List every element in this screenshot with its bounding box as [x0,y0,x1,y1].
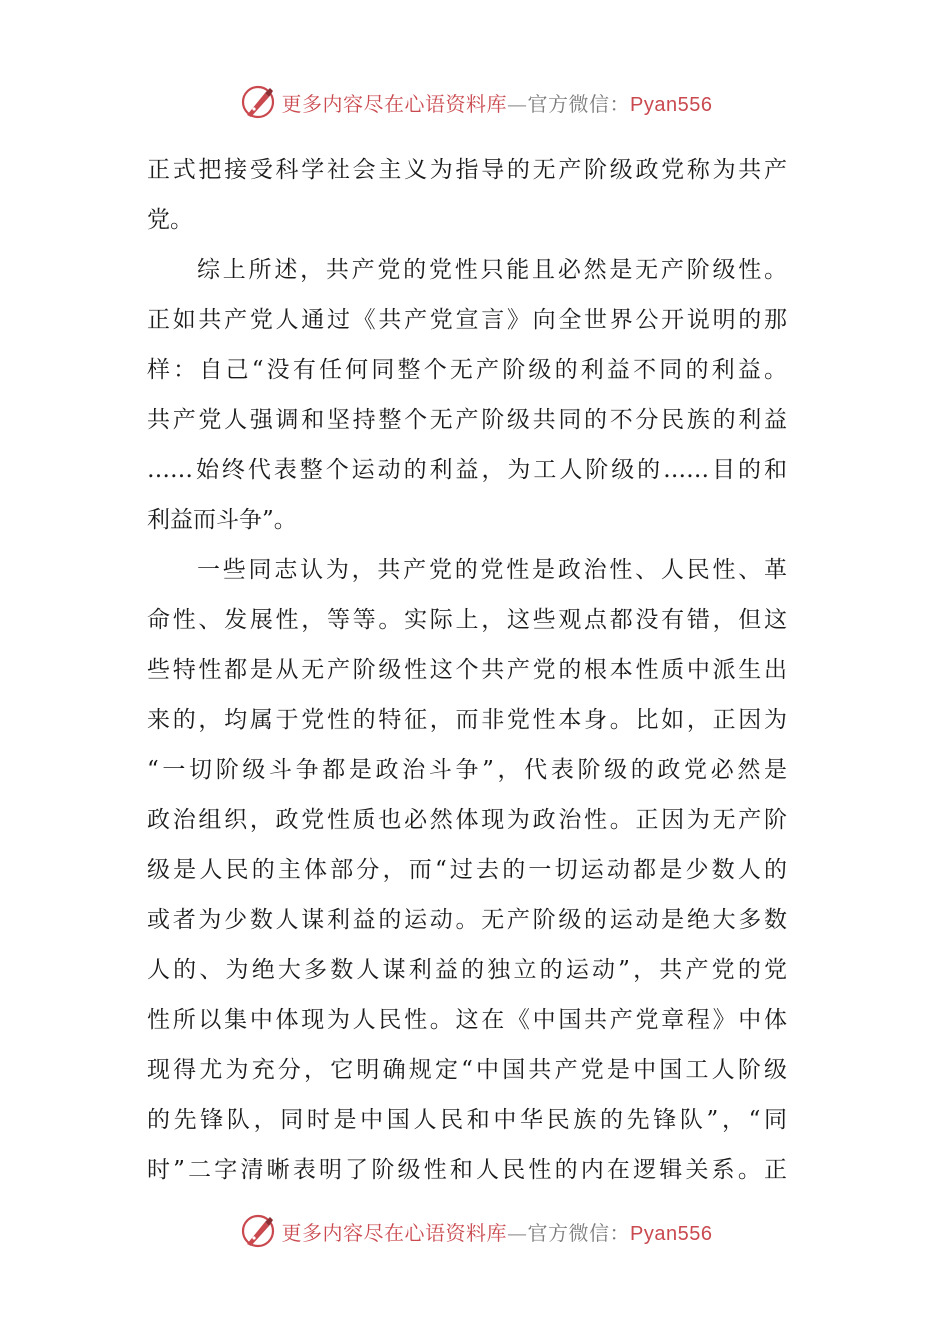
text-line: 共产党人强调和坚持整个无产阶级共同的不分民族的利益 [147,407,787,433]
body-text [147,145,787,1195]
watermark-dash: — [507,1220,528,1245]
text-line: 人的、为绝大多数人谋利益的独立的运动”，共产党的党 [147,957,787,983]
watermark-wechat-label: 官方微信： [527,1220,631,1245]
text-line: 利益而斗争”。 [147,507,297,533]
text-line: 现得尤为充分，它明确规定“中国共产党是中国工人阶级 [147,1057,787,1083]
text-line: 正如共产党人通过《共产党宣言》向全世界公开说明的那 [147,307,787,333]
watermark-dash: — [507,91,528,116]
header-watermark [0,80,950,124]
text-line: 些特性都是从无产阶级性这个共产党的根本性质中派生出 [147,657,787,683]
watermark-site-text: 更多内容尽在心语资料库 [281,1220,508,1245]
text-line: 一些同志认为，共产党的党性是政治性、人民性、革 [197,557,787,583]
text-line: 政治组织，政党性质也必然体现为政治性。正因为无产阶 [147,807,787,833]
watermark-text [282,88,713,117]
text-line: 级是人民的主体部分，而“过去的一切运动都是少数人的 [147,857,787,883]
pen-nib-logo-icon [238,1211,278,1251]
text-line: 综上所述，共产党的党性只能且必然是无产阶级性。 [197,257,787,283]
text-line: 命性、发展性，等等。实际上，这些观点都没有错，但这 [147,607,787,633]
text-line: 党。 [147,207,193,233]
text-line: 样：自己“没有任何同整个无产阶级的利益不同的利益。 [147,357,787,383]
text-line: “一切阶级斗争都是政治斗争”，代表阶级的政党必然是 [147,757,787,783]
text-line: 性所以集中体现为人民性。这在《中国共产党章程》中体 [147,1007,787,1033]
watermark-wechat-id: Pyan556 [630,93,713,116]
pen-nib-logo-icon [238,82,278,122]
text-line: 来的，均属于党性的特征，而非党性本身。比如，正因为 [147,707,787,733]
text-line: 的先锋队，同时是中国人民和中华民族的先锋队”，“同 [147,1107,787,1133]
text-line: 或者为少数人谋利益的运动。无产阶级的运动是绝大多数 [147,907,787,933]
watermark-text [282,1217,713,1246]
footer-watermark [0,1209,950,1253]
text-line: 正式把接受科学社会主义为指导的无产阶级政党称为共产 [147,157,787,183]
watermark-site-text: 更多内容尽在心语资料库 [281,91,508,116]
watermark-wechat-id: Pyan556 [630,1222,713,1245]
text-line: ……始终代表整个运动的利益，为工人阶级的……目的和 [147,457,787,483]
watermark-wechat-label: 官方微信： [527,91,631,116]
text-line: 时”二字清晰表明了阶级性和人民性的内在逻辑关系。正 [147,1157,787,1183]
